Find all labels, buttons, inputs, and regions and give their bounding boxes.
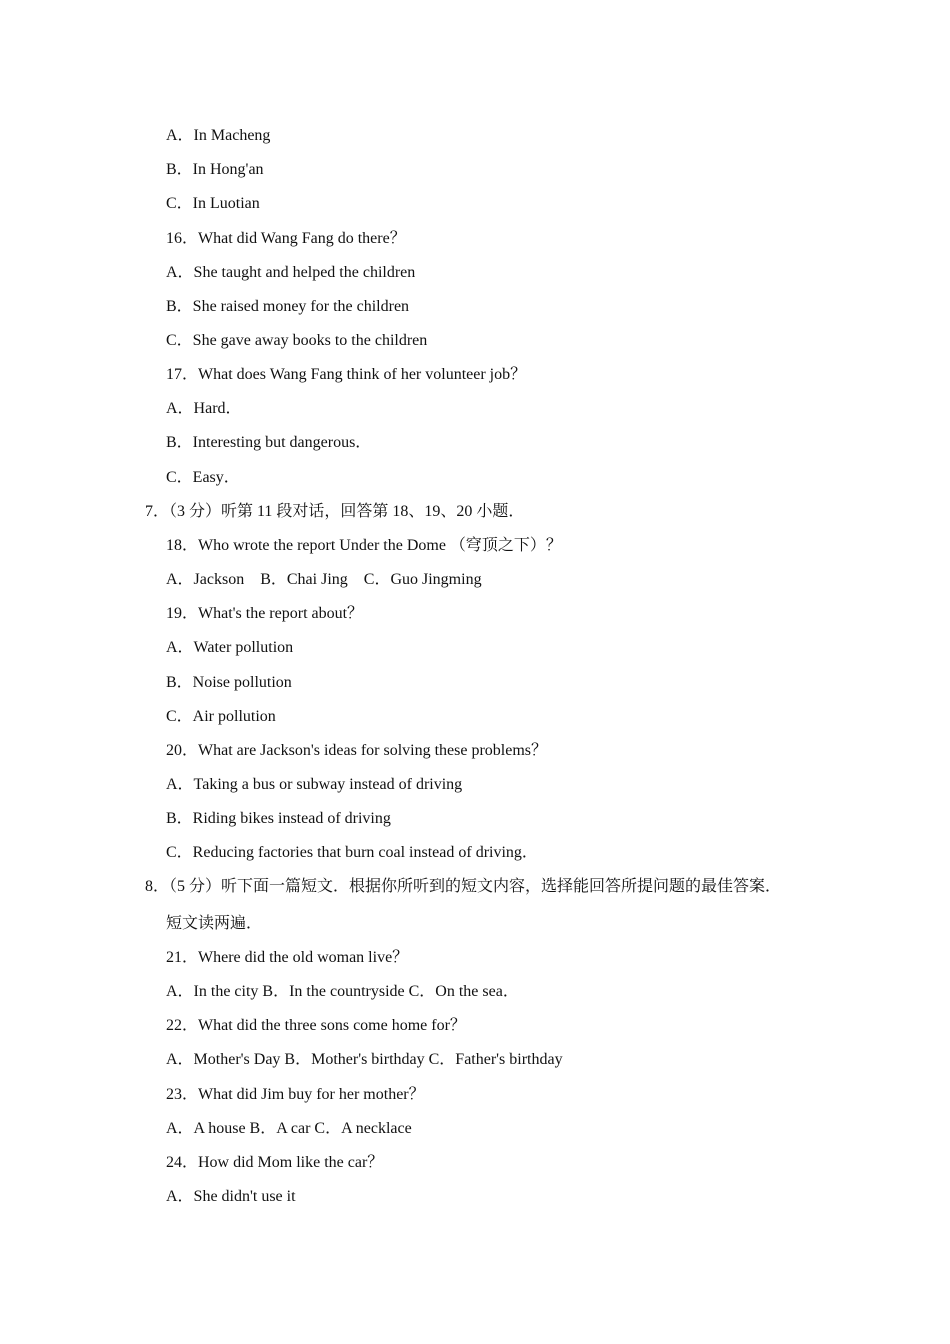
question-text: 22．What did the three sons come home for？ [166, 1017, 466, 1034]
option-text: B．Noise pollution [166, 674, 292, 691]
option-text: B．She raised money for the children [166, 298, 410, 315]
option-text: C．Air pollution [166, 708, 276, 725]
option-text: A．She taught and helped the children [166, 264, 416, 281]
question-text: 23．What did Jim buy for her mother？ [166, 1086, 425, 1103]
option-text: A．Taking a bus or subway instead of driving [166, 776, 463, 793]
question-text: 20．What are Jackson's ideas for solving these problems？ [166, 742, 548, 759]
section-note: 短文读两遍． [166, 915, 263, 932]
section-heading: 7．（3 分）听第 11 段对话，回答第 18、19、20 小题． [145, 503, 525, 520]
option-text: B．In Hong'an [166, 161, 264, 178]
option-text: A．She didn't use it [166, 1188, 296, 1205]
option-text: A．In Macheng [166, 127, 271, 144]
option-text: A．A house B．A car C．A necklace [166, 1120, 412, 1137]
question-text: 19．What's the report about？ [166, 605, 364, 622]
option-text: A．Hard． [166, 400, 242, 417]
option-text: C．In Luotian [166, 195, 260, 212]
question-text: 17．What does Wang Fang think of her volunteer job？ [166, 366, 527, 383]
question-text: 24．How did Mom like the car？ [166, 1154, 384, 1171]
option-text: A．Mother's Day B．Mother's birthday C．Father's birthday [166, 1051, 563, 1068]
option-text: A．Water pollution [166, 639, 294, 656]
option-text: A．In the city B．In the countryside C．On the sea． [166, 983, 519, 1000]
section-heading: 8．（5 分）听下面一篇短文．根据你所听到的短文内容，选择能回答所提问题的最佳答案． [145, 878, 782, 895]
option-text: C．She gave away books to the children [166, 332, 428, 349]
option-text: A．Jackson B．Chai Jing C．Guo Jingming [166, 571, 482, 588]
question-text: 16．What did Wang Fang do there？ [166, 230, 406, 247]
question-text: 21．Where did the old woman live？ [166, 949, 409, 966]
option-text: B．Interesting but dangerous． [166, 434, 372, 451]
question-text: 18．Who wrote the report Under the Dome （穹顶之下）？ [166, 537, 562, 554]
option-text: B．Riding bikes instead of driving [166, 810, 391, 827]
option-text: C．Easy． [166, 469, 240, 486]
option-text: C．Reducing factories that burn coal instead of driving． [166, 844, 538, 861]
